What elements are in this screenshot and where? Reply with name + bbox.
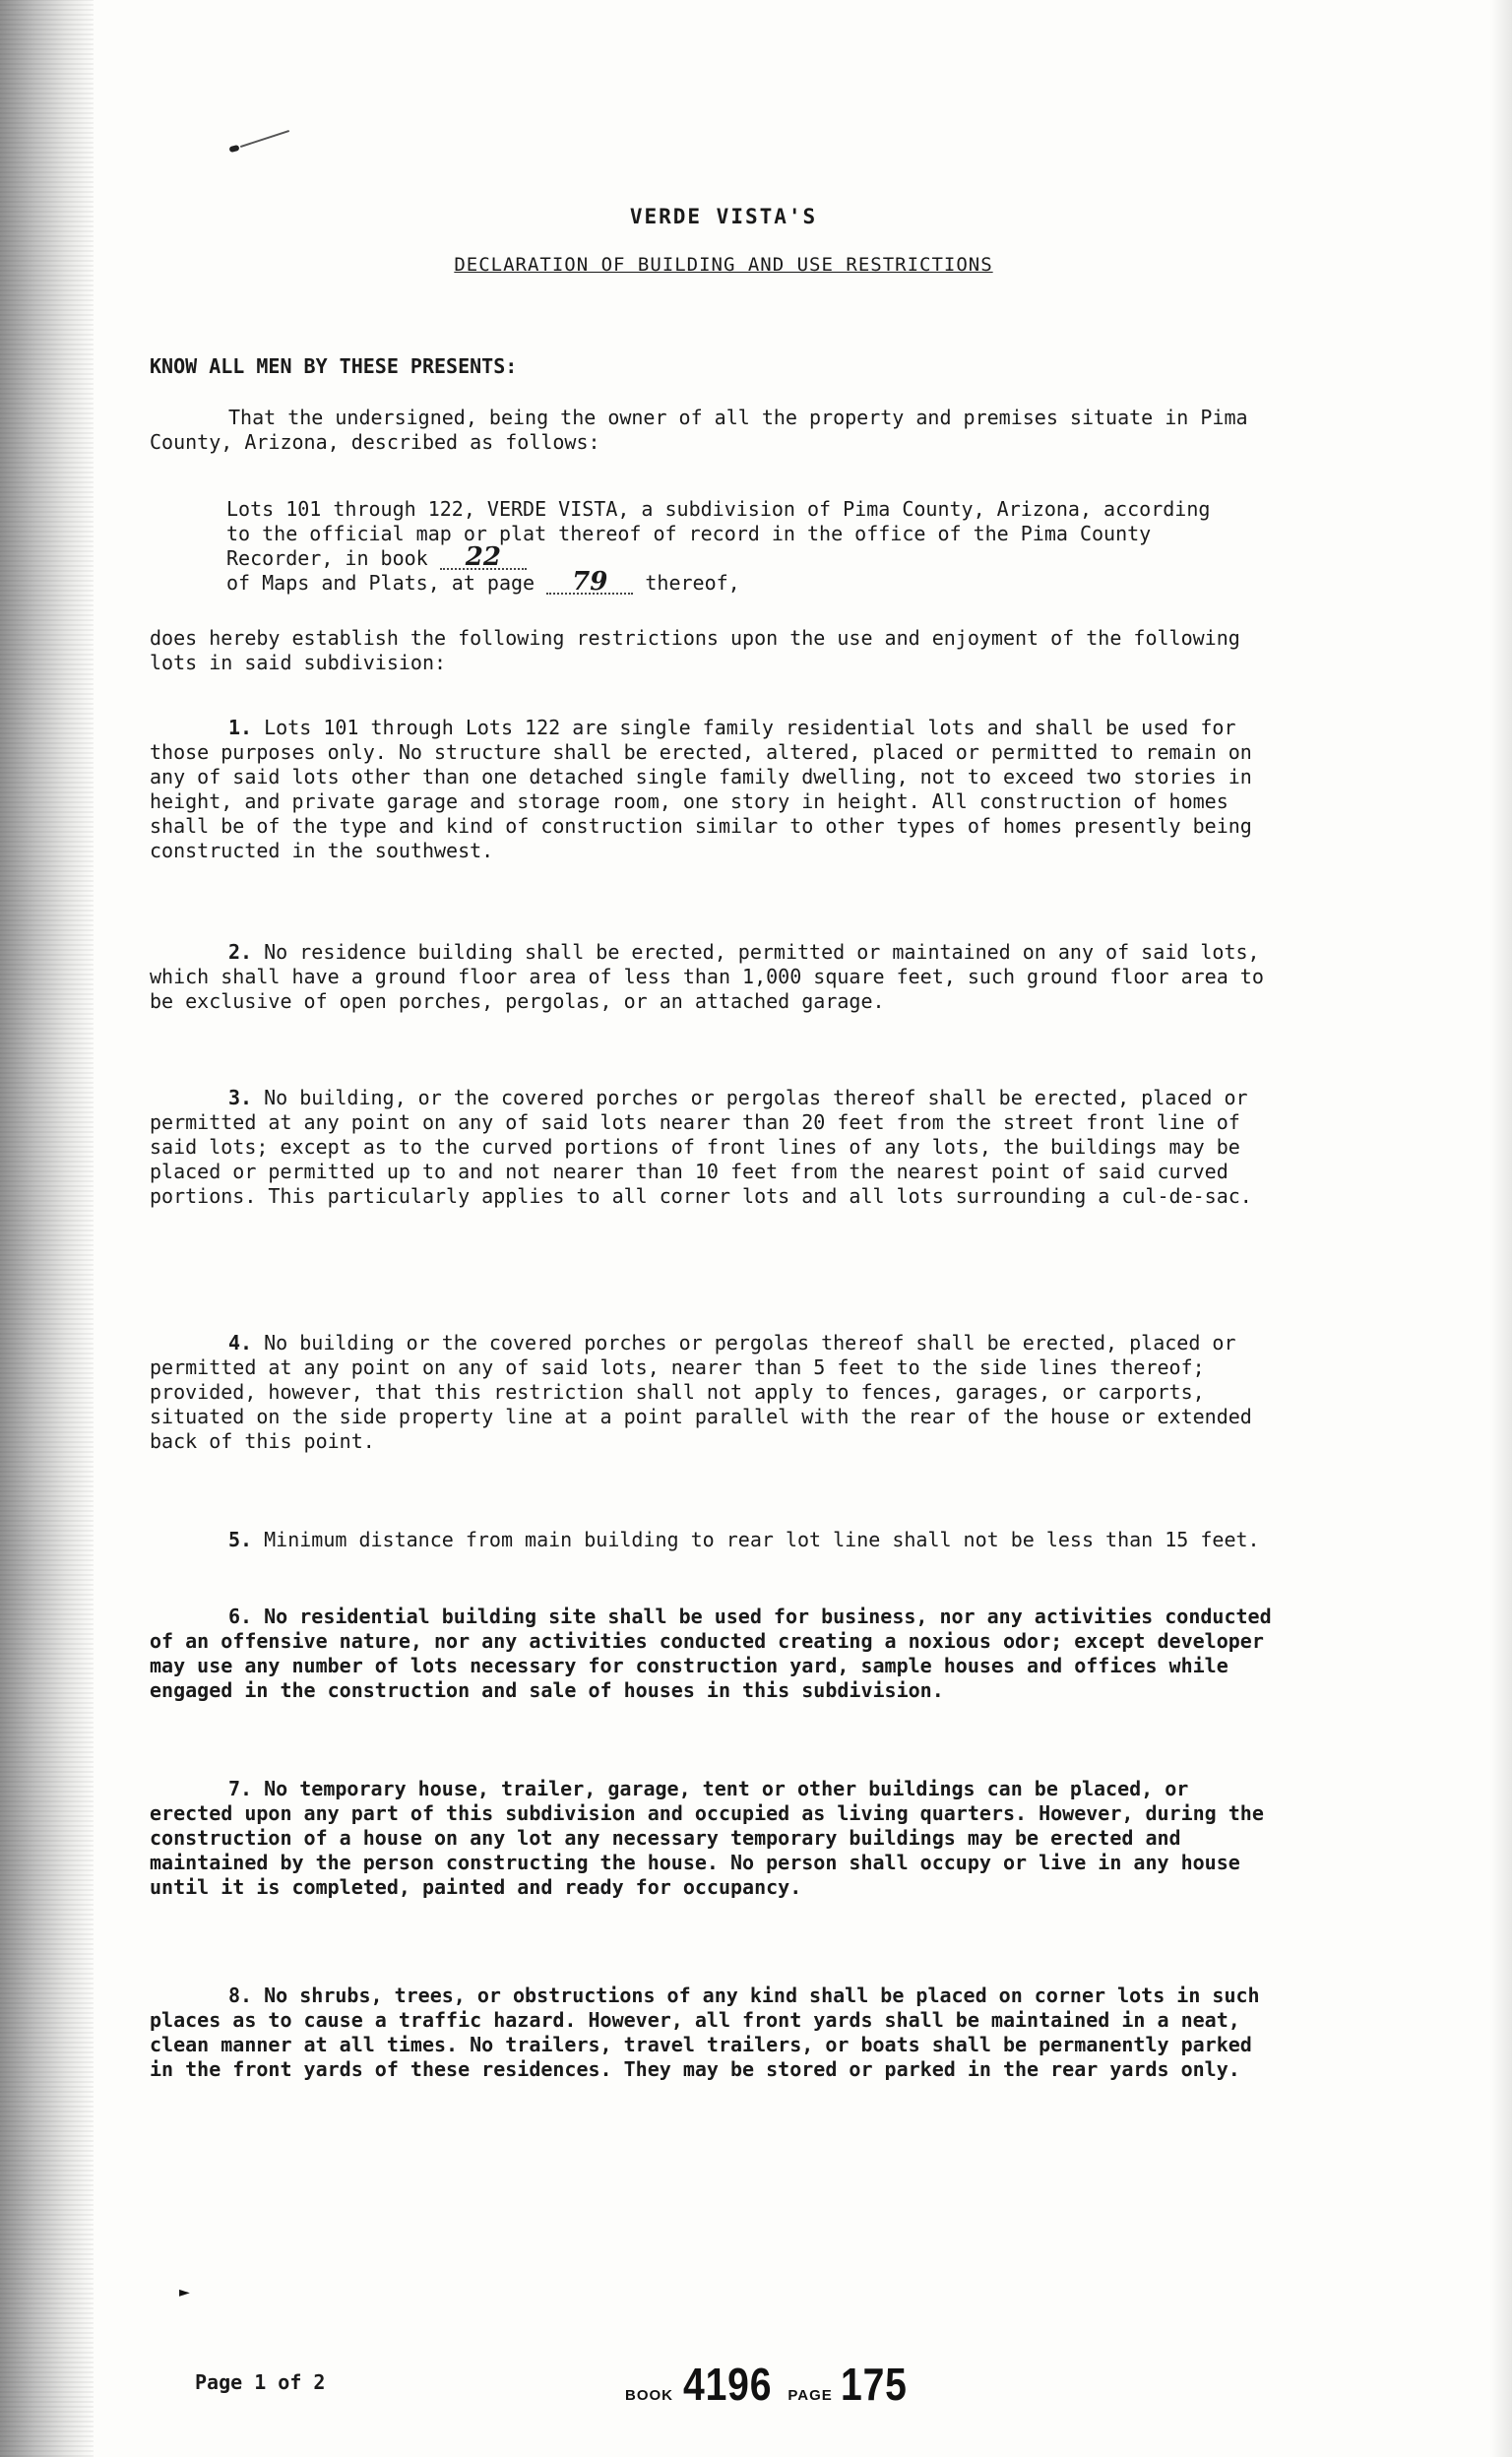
clause-text: No building, or the covered porches or pergolas thereof shall be erected, placed or permitted at any point on any of said lots nearer than 20 feet from the street front line of said lots; except as to the curved portions of front lines of any lots, the buildings may be placed or permitted up to and not nearer than 10 feet from the nearest point of said curved portions. This particularly applies to all corner lots and all lots surrounding a cul-de-sac. xyxy=(150,1086,1252,1208)
margin-arrow-icon: ► xyxy=(179,2282,190,2302)
clause-4 xyxy=(150,1331,1282,1454)
clause-number: 8. xyxy=(228,1984,253,2007)
clause-number: 2. xyxy=(228,940,253,964)
clause-text: No shrubs, trees, or obstructions of any kind shall be placed on corner lots in such places as to cause a traffic hazard. However, all front yards shall be maintained in a neat, clean manner at all times. No trailers, travel trailers, or boats shall be permanently parked in the front yards of these residences. They may be stored or parked in the rear yards only. xyxy=(150,1984,1260,2081)
clause-1 xyxy=(150,716,1282,863)
pen-dot xyxy=(228,145,239,153)
clause-8 xyxy=(150,1984,1282,2082)
legal-desc-end: thereof, xyxy=(645,571,740,595)
clause-text: Minimum distance from main building to rear lot line shall not be less than 15 feet. xyxy=(264,1528,1260,1551)
clause-5 xyxy=(150,1528,1282,1552)
handwritten-page-number: 79 xyxy=(546,571,633,595)
document-page xyxy=(148,0,1299,2457)
clause-number: 4. xyxy=(228,1331,253,1354)
document-subtitle: DECLARATION OF BUILDING AND USE RESTRICTIONS xyxy=(454,254,993,276)
page-prefix: PAGE xyxy=(788,2387,833,2404)
clause-6 xyxy=(150,1605,1282,1703)
legal-desc-text: Lots 101 through 122, VERDE VISTA, a subdivision of Pima County, Arizona, according to the official map or plat thereof of record in the office of the Pima County Recorder, in book xyxy=(226,497,1211,570)
clause-3 xyxy=(150,1086,1282,1209)
book-prefix: BOOK xyxy=(625,2387,673,2404)
book-page-stamp xyxy=(625,2358,921,2411)
handwritten-book-number: 22 xyxy=(440,546,527,570)
clause-text: No residence building shall be erected, permitted or maintained on any of said lots, which shall have a ground floor area of less than 1,000 square feet, such ground floor area to be exclusive of open porches, pergolas, or an attached garage. xyxy=(150,940,1264,1013)
clause-7 xyxy=(150,1777,1282,1900)
clause-number: 3. xyxy=(228,1086,253,1109)
document-title: VERDE VISTA'S xyxy=(629,205,818,228)
clause-text: Lots 101 through Lots 122 are single family residential lots and shall be used for those purposes only. No structure shall be erected, altered, placed or permitted to remain on any of said lots other than one detached single family dwelling, not to exceed two stories in height, and private garage and storage room, one story in height. All construction of homes shall be of the type and kind of construction similar to other types of homes presently being constructed in the southwest. xyxy=(150,716,1252,862)
clause-text: No residential building site shall be used for business, nor any activities conducted of an offensive nature, nor any activities conducted creating a noxious odor; except developer may use any number of lots necessary for construction yard, sample houses and offices while engaged in the construction and sale of houses in this subdivision. xyxy=(150,1605,1272,1702)
establish-paragraph: does hereby establish the following restrictions upon the use and enjoyment of the following lots in said subdivision: xyxy=(150,626,1240,674)
pen-mark xyxy=(240,130,289,148)
clause-number: 5. xyxy=(228,1528,253,1551)
clause-text: No building or the covered porches or pergolas thereof shall be erected, placed or permitted at any point on any of said lots, nearer than 5 feet to the side lines thereof; provided, however, that this restriction shall not apply to fences, garages, or carports, situated on the side property line at a point parallel with the rear of the house or extended back of this point. xyxy=(150,1331,1252,1453)
clause-2 xyxy=(150,940,1282,1014)
book-number: 4196 xyxy=(682,2359,773,2410)
know-all-heading: KNOW ALL MEN BY THESE PRESENTS: xyxy=(150,354,518,378)
scan-shadow-edge xyxy=(0,0,94,2457)
intro-paragraph: That the undersigned, being the owner of all the property and premises situate in Pima County, Arizona, described as follows: xyxy=(150,406,1248,454)
clause-number: 1. xyxy=(228,716,253,739)
scan-right-edge xyxy=(1490,0,1512,2457)
legal-description xyxy=(226,497,1211,596)
clause-number: 6. xyxy=(228,1605,253,1628)
legal-desc-page-text: of Maps and Plats, at page xyxy=(226,571,536,595)
clause-number: 7. xyxy=(228,1777,253,1800)
clause-text: No temporary house, trailer, garage, tent or other buildings can be placed, or erected upon any part of this subdivision and occupied as living quarters. However, during the construction of a house on any lot any necessary temporary buildings may be erected and maintained by the person constructing the house. No person shall occupy or live in any house until it is completed, painted and ready for occupancy. xyxy=(150,1777,1264,1899)
stamp-page-number: 175 xyxy=(840,2359,908,2410)
page-number: Page 1 of 2 xyxy=(195,2370,326,2394)
